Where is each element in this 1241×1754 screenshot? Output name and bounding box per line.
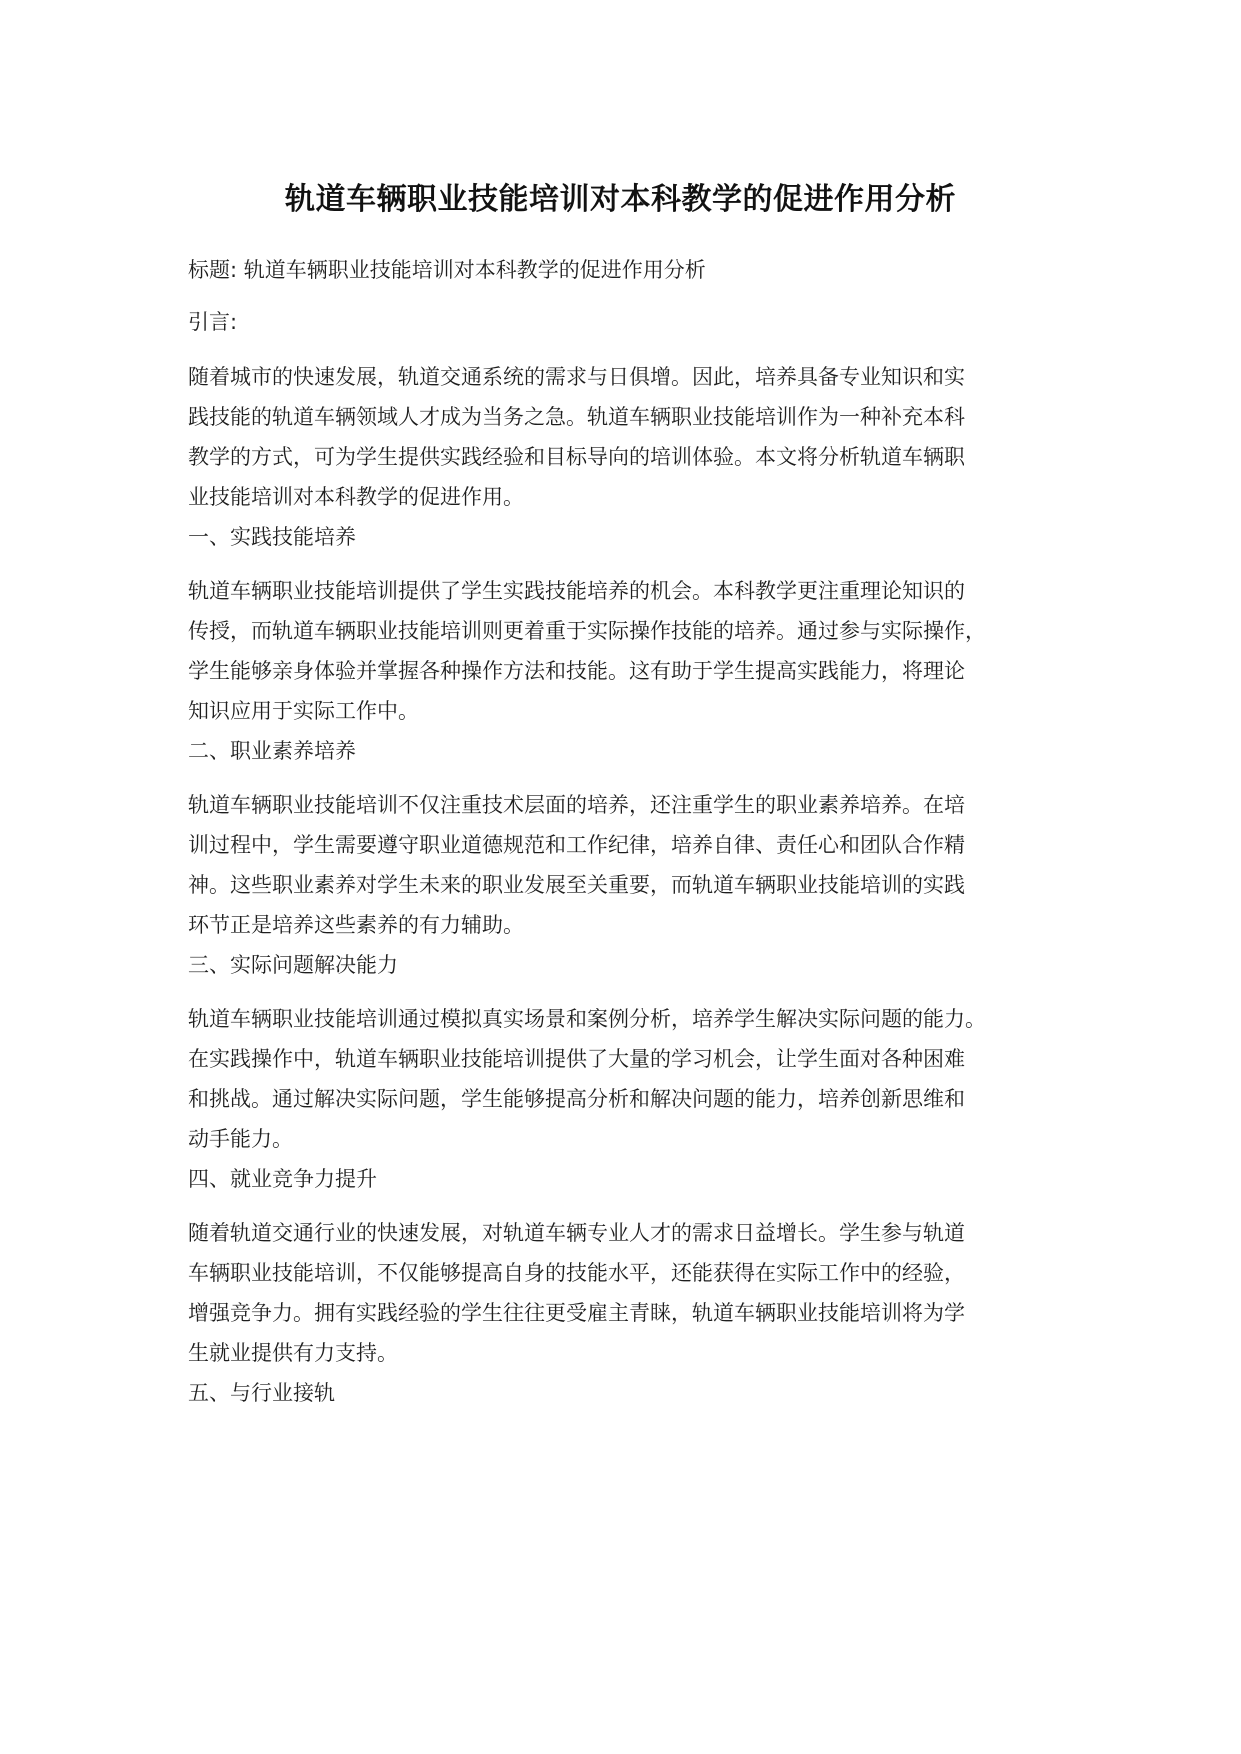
paragraph-line: 随着轨道交通行业的快速发展，对轨道车辆专业人才的需求日益增长。学生参与轨道	[188, 1221, 965, 1245]
paragraph-line: 践技能的轨道车辆领域人才成为当务之急。轨道车辆职业技能培训作为一种补充本科	[188, 405, 965, 429]
paragraph-line: 轨道车辆职业技能培训提供了学生实践技能培养的机会。本科教学更注重理论知识的	[188, 579, 965, 603]
section-paragraph	[188, 1213, 1068, 1373]
section-paragraph	[188, 999, 1068, 1159]
paragraph-line: 增强竞争力。拥有实践经验的学生往往更受雇主青睐，轨道车辆职业技能培训将为学	[188, 1301, 965, 1325]
paragraph-line: 动手能力。	[188, 1127, 293, 1151]
paragraph-line: 教学的方式，可为学生提供实践经验和目标导向的培训体验。本文将分析轨道车辆职	[188, 445, 965, 469]
paragraph-line: 训过程中，学生需要遵守职业道德规范和工作纪律，培养自律、责任心和团队合作精	[188, 833, 965, 857]
intro-paragraph	[188, 357, 1068, 517]
paragraph-line: 生就业提供有力支持。	[188, 1341, 398, 1365]
paragraph-line: 轨道车辆职业技能培训不仅注重技术层面的培养，还注重学生的职业素养培养。在培	[188, 793, 965, 817]
paragraph-line: 传授，而轨道车辆职业技能培训则更着重于实际操作技能的培养。通过参与实际操作，	[188, 619, 986, 643]
document-title: 轨道车辆职业技能培训对本科教学的促进作用分析	[285, 182, 956, 217]
section-heading: 四、就业竞争力提升	[188, 1167, 377, 1191]
section-paragraph	[188, 785, 1068, 945]
section-heading: 一、实践技能培养	[188, 525, 356, 549]
section-paragraph	[188, 571, 1068, 731]
paragraph-line: 和挑战。通过解决实际问题，学生能够提高分析和解决问题的能力，培养创新思维和	[188, 1087, 965, 1111]
paragraph-line: 轨道车辆职业技能培训通过模拟真实场景和案例分析，培养学生解决实际问题的能力。	[188, 1007, 986, 1031]
paragraph-line: 知识应用于实际工作中。	[188, 699, 419, 723]
paragraph-line: 在实践操作中，轨道车辆职业技能培训提供了大量的学习机会，让学生面对各种困难	[188, 1047, 965, 1071]
paragraph-line: 业技能培训对本科教学的促进作用。	[188, 485, 524, 509]
paragraph-line: 神。这些职业素养对学生未来的职业发展至关重要，而轨道车辆职业技能培训的实践	[188, 873, 965, 897]
paragraph-line: 环节正是培养这些素养的有力辅助。	[188, 913, 524, 937]
paragraph-line: 学生能够亲身体验并掌握各种操作方法和技能。这有助于学生提高实践能力，将理论	[188, 659, 965, 683]
section-heading: 五、与行业接轨	[188, 1381, 335, 1405]
section-heading: 三、实际问题解决能力	[188, 953, 398, 977]
subject-line: 标题: 轨道车辆职业技能培训对本科教学的促进作用分析	[188, 258, 706, 282]
paragraph-line: 车辆职业技能培训，不仅能够提高自身的技能水平，还能获得在实际工作中的经验，	[188, 1261, 965, 1285]
paragraph-line: 随着城市的快速发展，轨道交通系统的需求与日俱增。因此，培养具备专业知识和实	[188, 365, 965, 389]
intro-heading: 引言:	[188, 310, 238, 334]
section-heading: 二、职业素养培养	[188, 739, 356, 763]
